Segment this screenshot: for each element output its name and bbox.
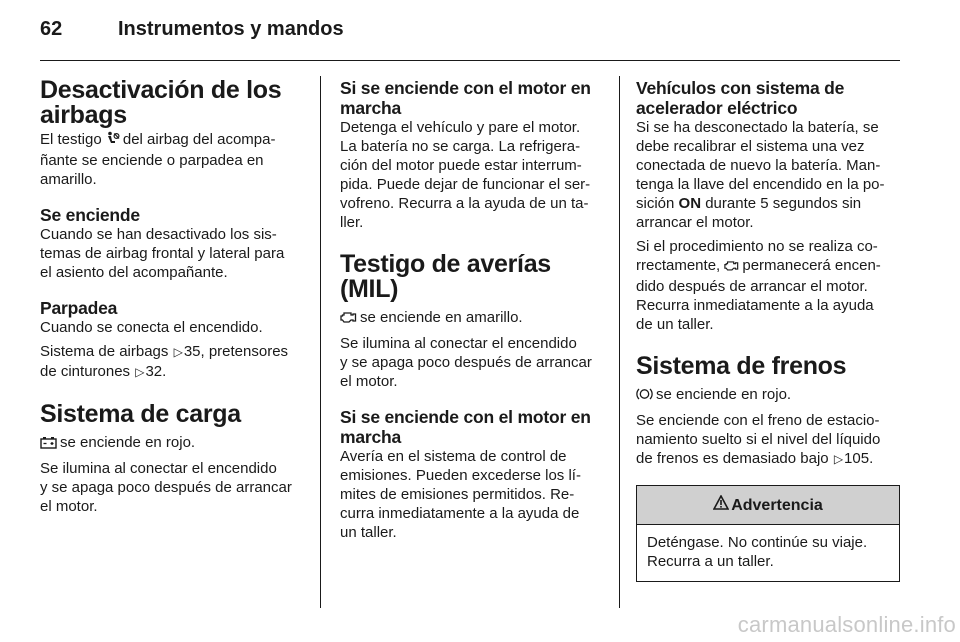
section-title-brake-system: Sistema de frenos <box>636 352 847 380</box>
column-divider-1 <box>320 76 321 608</box>
paragraph: Se ilumina al conectar el encendido y se apaga poco después de arrancar el motor. <box>40 460 292 515</box>
paragraph: El testigo del airbag del acompa- ñante se enciende o parpadea en amarillo. <box>40 131 276 188</box>
paragraph: Cuando se conecta el encendido. <box>40 319 263 336</box>
paragraph-crossref: Sistema de airbags ▷35, pretensores de cinturones ▷32. <box>40 343 289 380</box>
ignition-position-on: ON <box>678 195 702 212</box>
paragraph: Detenga el vehículo y pare el motor. La batería no se carga. La refrigera- ción del motor puede estar interrum- pida. Puede dejar de funcionar el ser- vofreno. Recurra a la ayuda de un ta- ller. <box>340 119 591 231</box>
paragraph: Se ilumina al conectar el encendido y se apaga poco después de arrancar el motor. <box>340 335 592 390</box>
battery-icon <box>40 435 57 454</box>
paragraph: se enciende en rojo. <box>636 385 900 406</box>
paragraph: Cuando se han desactivado los sis- temas de airbag frontal y lateral para el asiento del acompañante. <box>40 226 285 281</box>
subheading-engine-running: Si se enciende con el motor en marcha <box>340 78 591 118</box>
warning-title: Advertencia <box>731 496 823 514</box>
warning-box <box>636 485 900 582</box>
section-title-charging-system: Sistema de carga <box>40 400 241 428</box>
page-header <box>40 18 344 48</box>
section-title-airbag-deactivation: Desactivación de los airbags <box>40 76 282 129</box>
warning-triangle-icon <box>713 495 729 515</box>
engine-icon <box>340 310 357 329</box>
column-2 <box>340 78 604 542</box>
header-rule <box>40 60 900 61</box>
airbag-off-icon <box>106 131 120 151</box>
column-3 <box>636 78 900 582</box>
column-1 <box>40 78 306 516</box>
subheading-electric-accelerator: Vehículos con sistema de acelerador eléctrico <box>636 78 845 118</box>
brake-icon <box>636 387 653 406</box>
running-title: Instrumentos y mandos <box>118 18 344 40</box>
warning-header <box>637 486 899 525</box>
warning-text: Deténgase. No continúe su viaje. Recurra a un taller. <box>647 534 868 570</box>
triangle-ref-icon: ▷ <box>135 365 145 379</box>
paragraph: Se enciende con el freno de estacio- namiento suelto si el nivel del líquido de frenos es demasiado bajo ▷105. <box>636 412 881 467</box>
paragraph: se enciende en rojo. <box>40 433 306 454</box>
column-divider-2 <box>619 76 620 608</box>
subheading-engine-running: Si se enciende con el motor en marcha <box>340 407 591 447</box>
triangle-ref-icon: ▷ <box>173 345 183 359</box>
subheading-lights-up: Se enciende <box>40 205 140 225</box>
watermark: carmanualsonline.info <box>737 612 956 637</box>
triangle-ref-icon: ▷ <box>833 452 844 466</box>
paragraph: se enciende en amarillo. <box>340 308 604 329</box>
paragraph: Si el procedimiento no se realiza co- rrectamente, permanecerá encen- dido después de arrancar el motor. Recurra inmediatamente a la ayuda de un taller. <box>636 238 881 333</box>
subheading-flashes: Parpadea <box>40 298 118 318</box>
page-number: 62 <box>40 18 63 40</box>
engine-icon <box>724 258 739 277</box>
paragraph: Si se ha desconectado la batería, se debe recalibrar el sistema una vez conectada de nuevo la batería. Man- tenga la llave del encendido en la po- sición ON durante 5 segundos sin arrancar el motor. <box>636 119 885 231</box>
section-title-mil: Testigo de averías (MIL) <box>340 250 551 303</box>
paragraph: Avería en el sistema de control de emisiones. Pueden excederse los lí- mites de emisiones permitidos. Re- curra inmediatamente a la ayuda de un taller. <box>340 448 581 541</box>
